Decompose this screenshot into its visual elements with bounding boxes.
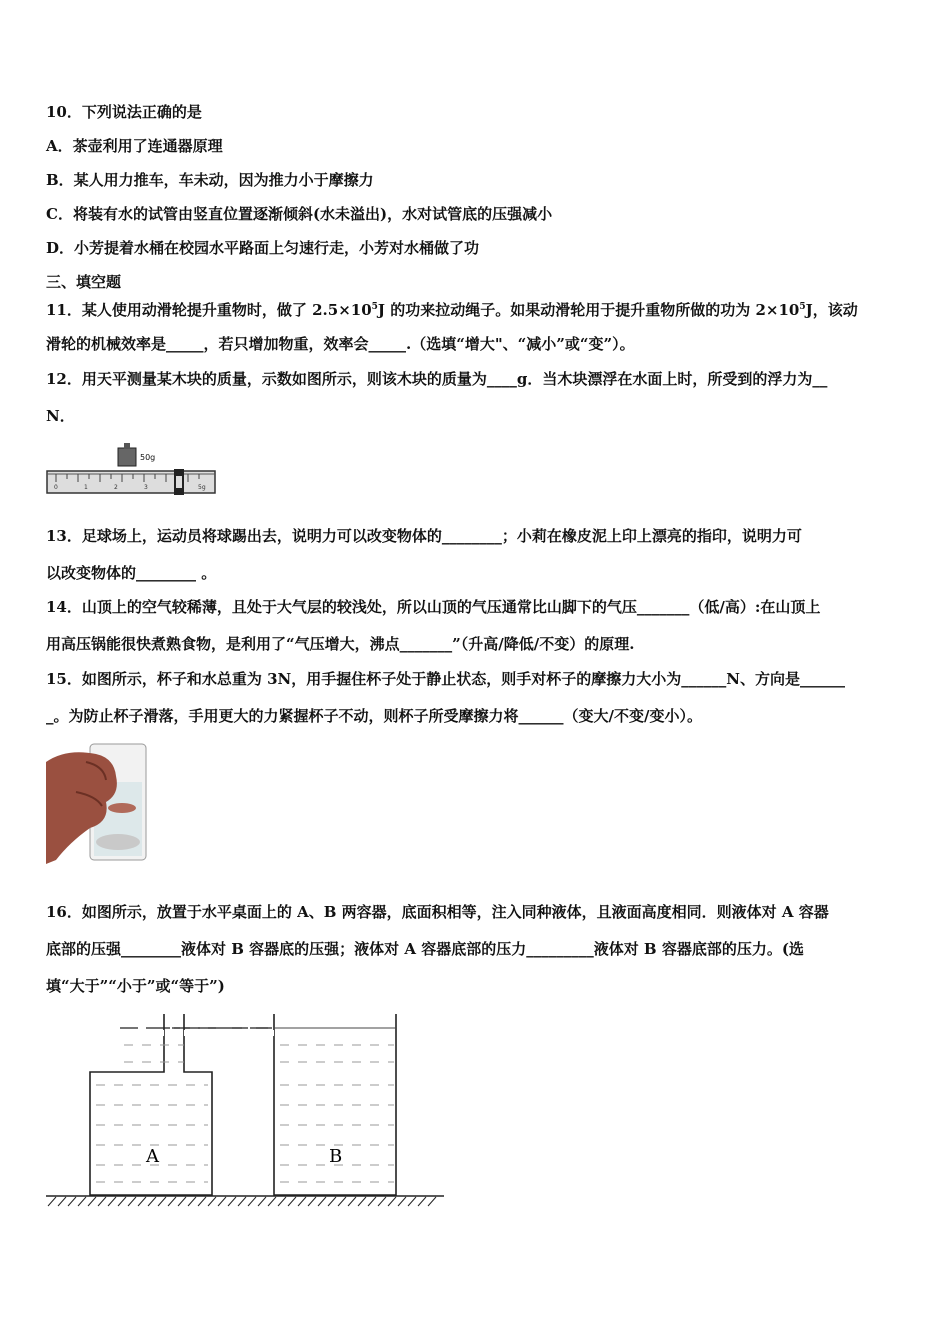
q14-line1: 14．山顶上的空气较稀薄，且处于大气层的较浅处，所以山顶的气压通常比山脚下的气压_______（低/高）:在山顶上 [46,598,821,616]
q13-line1: 13．足球场上，运动员将球踢出去，说明力可以改变物体的________；小莉在橡皮泥上印上漂亮的指印，说明力可 [46,527,802,545]
q10-option-d: D．小芳提着水桶在校园水平路面上匀速行走，小芳对水桶做了功 [46,239,480,257]
tick-label: 1 [84,484,88,491]
q15-line1: 15．如图所示，杯子和水总重为 3N，用手握住杯子处于静止状态，则手对杯子的摩擦力大小为______N、方向是______ [46,670,845,688]
q11-line2: 滑轮的机械效率是_____，若只增加物重，效率会_____.（选填“增大"、“减小”或“变”）。 [46,335,635,353]
q15-line2: _。为防止杯子滑落，手用更大的力紧握杯子不动，则杯子所受摩擦力将______（变大/不变/变小）。 [46,707,702,725]
q10-option-a: A．茶壶利用了连通器原理 [46,137,223,155]
q16-line2: 底部的压强________液体对 B 容器底的压强；液体对 A 容器底部的压力_________液体对 B 容器底部的压力。(选 [46,940,804,958]
balance-scale-figure [46,438,218,498]
containers-figure [44,1010,448,1212]
q14-line2: 用高压锅能很快煮熟食物，是利用了“气压增大，沸点_______”（升高/降低/不变）的原理. [46,635,635,653]
q16-line3: 填“大于”“小于”或“等于”) [46,977,225,995]
section-title: 三、填空题 [46,273,122,291]
q11-line1: 11．某人使用动滑轮提升重物时，做了 $2.5\times 10^5J$ 的功来拉动绳子。如果动滑轮用于提升重物所做的功为 $2\times 10^5J$，该动 [46,301,858,319]
weight-label: 50g [140,453,156,462]
tick-label: 0 [54,484,58,491]
q10-option-c: C．将装有水的试管由竖直位置逐渐倾斜(水未溢出)，水对试管底的压强减小 [46,205,553,223]
weight-block [118,448,136,466]
label-a: A [146,1146,159,1167]
tick-label: 3 [144,484,148,491]
q12-line1: 12．用天平测量某木块的质量，示数如图所示，则该木块的质量为____g．当木块漂浮在水面上时，所受到的浮力为__ [46,370,828,388]
q13-line2: 以改变物体的________ 。 [46,564,217,582]
label-b: B [329,1146,343,1167]
tick-label: 2 [114,484,118,491]
q10-stem: 10．下列说法正确的是 [46,103,202,121]
hand-glass-figure [46,742,150,870]
q16-line1: 16．如图所示，放置于水平桌面上的 A、B 两容器，底面积相等，注入同种液体，且液面高度相同．则液体对 A 容器 [46,903,829,921]
q12-line2: N． [46,407,75,425]
tick-label: 5g [198,484,206,491]
q10-option-b: B．某人用力推车，车未动，因为推力小于摩擦力 [46,171,374,189]
